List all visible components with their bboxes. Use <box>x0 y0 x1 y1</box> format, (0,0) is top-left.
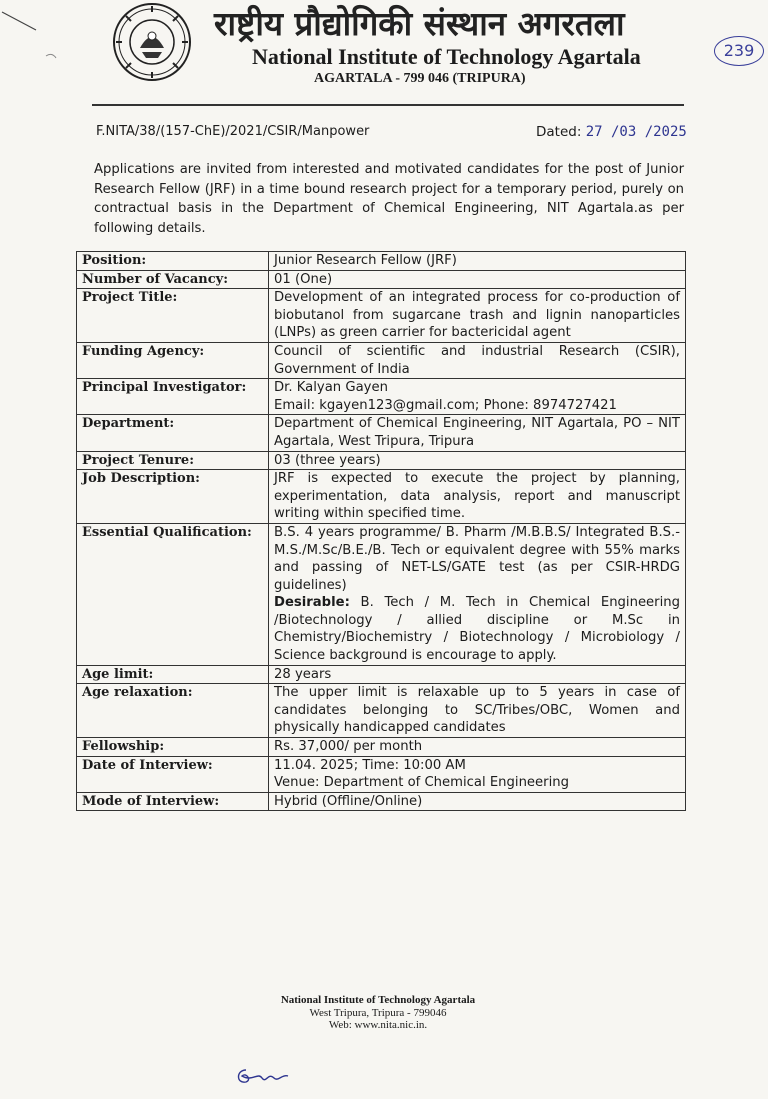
footer-institute: National Institute of Technology Agartala <box>280 994 476 1006</box>
header-divider <box>92 104 684 106</box>
pi-name: Dr. Kalyan Gayen <box>274 380 388 396</box>
table-row <box>77 270 686 289</box>
desirable-label: Desirable: <box>274 595 350 611</box>
row-key: Date of Interview: <box>77 756 269 792</box>
row-value: 28 years <box>269 665 686 684</box>
row-key: Principal Investigator: <box>77 379 269 415</box>
table-row <box>77 756 686 792</box>
row-key: Position: <box>77 252 269 271</box>
table-row <box>77 470 686 524</box>
row-key: Age limit: <box>77 665 269 684</box>
essential-text: B.S. 4 years programme/ B. Pharm /M.B.B.S/ Integrated B.S.-M.S./M.Sc/B.E./B. Tech or equivalent degree with 55% marks and passing of NET-LS/GATE test (as per CSIR-HRDG guidelines) <box>274 524 680 593</box>
row-value: Development of an integrated process for co-production of biobutanol from sugarcane trash and lignin nanoparticles (LNPs) as green carrier for bactericidal agent <box>269 289 686 343</box>
interview-venue: Venue: Department of Chemical Engineering <box>274 775 569 791</box>
row-value: Council of scientific and industrial Research (CSIR), Government of India <box>269 342 686 378</box>
desirable-text <box>274 594 680 664</box>
table-row <box>77 684 686 738</box>
intro-paragraph: Applications are invited from interested and motivated candidates for the post of Junior Research Fellow (JRF) in a time bound research project for a temporary period, purely on contractual basis in the Department of Chemical Engineering, NIT Agartala.as per following details. <box>94 162 684 236</box>
desirable-body: B. Tech / M. Tech in Chemical Engineering /Biotechnology / allied discipline or M.Sc in Chemistry/Biochemistry / Biotechnology / Microbiology / Science background is encourage to apply. <box>274 595 680 664</box>
date-line <box>536 124 687 140</box>
row-value: JRF is expected to execute the project by planning, experimentation, data analysis, report and manuscript writing within specified time. <box>269 470 686 524</box>
row-value <box>269 379 686 415</box>
pen-mark <box>0 0 60 70</box>
table-row <box>77 665 686 684</box>
table-row <box>77 792 686 811</box>
row-value <box>269 523 686 665</box>
row-value <box>269 756 686 792</box>
row-key: Essential Qualification: <box>77 523 269 665</box>
reference-number: F.NITA/38/(157-ChE)/2021/CSIR/Manpower <box>96 124 370 139</box>
row-value: Hybrid (Offline/Online) <box>269 792 686 811</box>
row-value: Rs. 37,000/ per month <box>269 738 686 757</box>
row-value: Department of Chemical Engineering, NIT Agartala, PO – NIT Agartala, West Tripura, Tripura <box>269 415 686 451</box>
institute-hindi-name: राष्ट्रीय प्रौद्योगिकी संस्थान अगरतला <box>214 4 625 43</box>
row-key: Mode of Interview: <box>77 792 269 811</box>
footer-location: West Tripura, Tripura - 799046 <box>309 1006 447 1019</box>
table-row <box>77 415 686 451</box>
row-value: 03 (three years) <box>269 451 686 470</box>
handwritten-date: 27 /03 /2025 <box>585 124 687 140</box>
table-row <box>77 289 686 343</box>
interview-date: 11.04. 2025; Time: 10:00 AM <box>274 757 466 773</box>
row-key: Job Description: <box>77 470 269 524</box>
institute-english-name: National Institute of Technology Agartala <box>252 44 641 69</box>
row-key: Funding Agency: <box>77 342 269 378</box>
signature-mark <box>232 1060 312 1090</box>
pi-contact: Email: kgayen123@gmail.com; Phone: 8974727421 <box>274 397 617 413</box>
institute-emblem <box>112 2 192 82</box>
row-value: The upper limit is relaxable up to 5 years in case of candidates belonging to SC/Tribes/OBC, Women and physically handicapped candidates <box>269 684 686 738</box>
row-key: Department: <box>77 415 269 451</box>
table-row <box>77 523 686 665</box>
row-value: Junior Research Fellow (JRF) <box>269 252 686 271</box>
institute-address: AGARTALA - 799 046 (TRIPURA) <box>314 71 526 86</box>
table-row <box>77 738 686 757</box>
row-key: Fellowship: <box>77 738 269 757</box>
row-key: Age relaxation: <box>77 684 269 738</box>
footer-web: Web: www.nita.nic.in. <box>328 1019 428 1031</box>
dated-label: Dated: <box>536 124 582 140</box>
page-number-stamp: 239 <box>714 36 764 66</box>
details-table <box>76 251 686 811</box>
table-row <box>77 252 686 271</box>
table-row <box>77 379 686 415</box>
row-value: 01 (One) <box>269 270 686 289</box>
footer-address <box>250 994 506 1032</box>
row-key: Project Title: <box>77 289 269 343</box>
row-key: Project Tenure: <box>77 451 269 470</box>
row-key: Number of Vacancy: <box>77 270 269 289</box>
table-row <box>77 451 686 470</box>
table-row <box>77 342 686 378</box>
